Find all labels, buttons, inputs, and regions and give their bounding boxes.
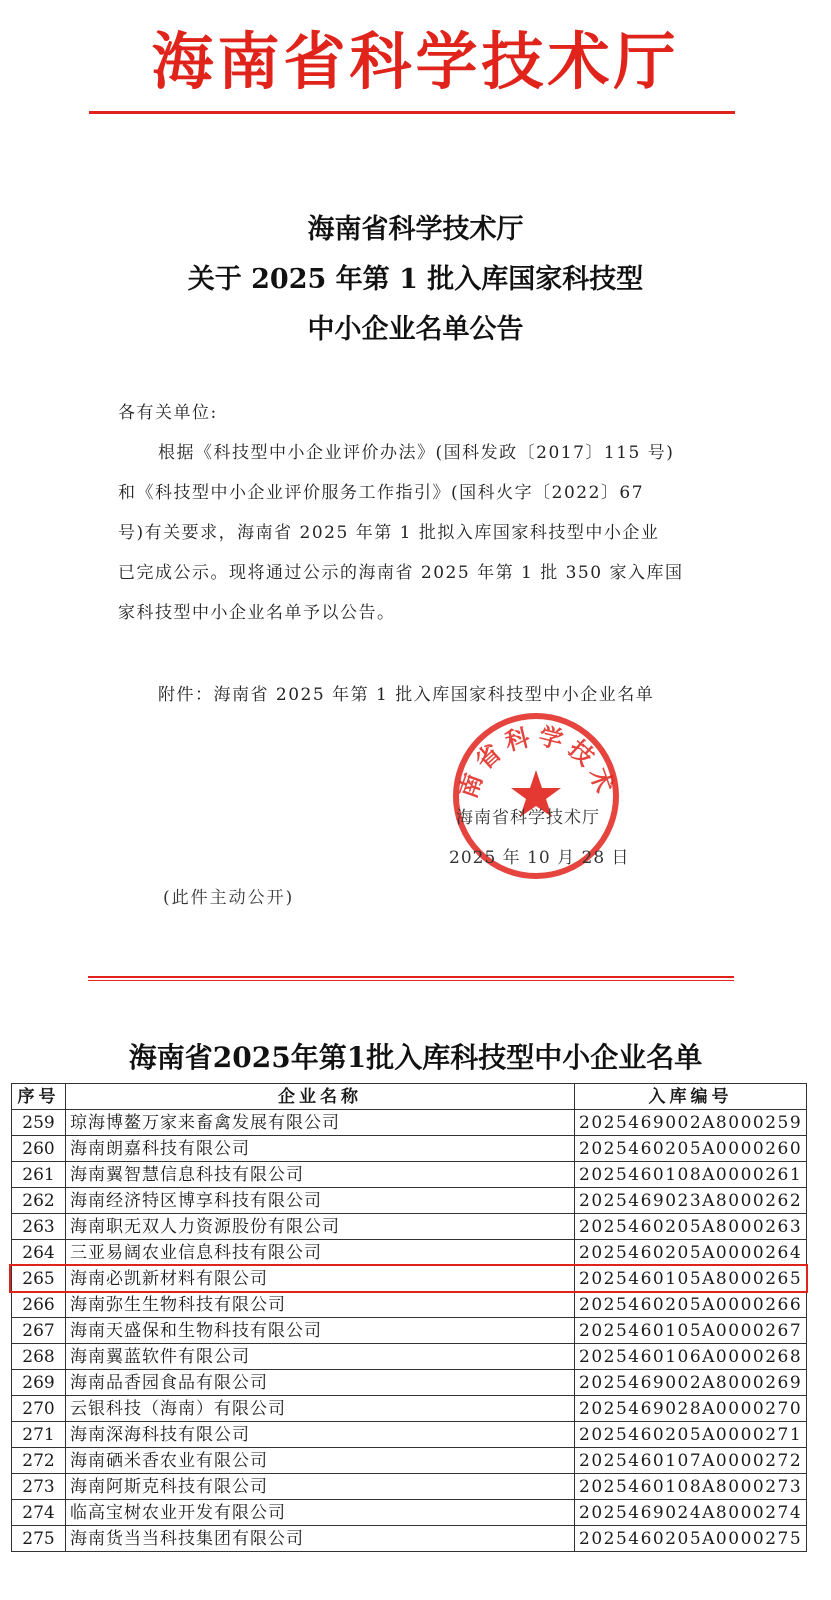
table-row	[12, 1240, 807, 1266]
row-company-name: 海南必凯新材料有限公司	[66, 1266, 575, 1292]
row-registry-code: 2025460108A0000261	[575, 1162, 807, 1188]
row-company-name: 海南硒米香农业有限公司	[66, 1448, 575, 1474]
row-registry-code: 2025460205A8000263	[575, 1214, 807, 1240]
row-company-name: 海南天盛保和生物科技有限公司	[66, 1318, 575, 1344]
row-company-name: 云银科技（海南）有限公司	[66, 1396, 575, 1422]
issue-date: 2025 年 10 月 28 日	[449, 848, 630, 868]
row-number: 272	[12, 1448, 66, 1474]
table-row	[12, 1214, 807, 1240]
list-title: 海南省2025年第1批入库科技型中小企业名单	[128, 1041, 703, 1074]
row-company-name: 临高宝树农业开发有限公司	[66, 1500, 575, 1526]
row-company-name: 海南阿斯克科技有限公司	[66, 1474, 575, 1500]
row-registry-code: 2025460105A0000267	[575, 1318, 807, 1344]
row-registry-code: 2025469023A8000262	[575, 1188, 807, 1214]
row-registry-code: 2025460205A0000275	[575, 1526, 807, 1552]
doc-title-line-1: 海南省科学技术厅	[307, 214, 524, 245]
table-row	[12, 1396, 807, 1422]
row-registry-code: 2025469024A8000274	[575, 1500, 807, 1526]
table-row	[12, 1318, 807, 1344]
row-registry-code: 2025460205A0000271	[575, 1422, 807, 1448]
table-row	[12, 1136, 807, 1162]
table-row	[12, 1110, 807, 1136]
row-number: 270	[12, 1396, 66, 1422]
row-registry-code: 2025460205A0000264	[575, 1240, 807, 1266]
table-row	[12, 1292, 807, 1318]
table-row	[12, 1422, 807, 1448]
highlight-box	[9, 1264, 808, 1293]
masthead-title: 海南省科学技术厅	[151, 25, 680, 98]
row-company-name: 琼海博鳌万家来畜禽发展有限公司	[66, 1110, 575, 1136]
row-company-name: 海南货当当科技集团有限公司	[66, 1526, 575, 1552]
row-registry-code: 2025469002A8000269	[575, 1370, 807, 1396]
row-number: 275	[12, 1526, 66, 1552]
row-company-name: 海南翼蓝软件有限公司	[66, 1344, 575, 1370]
issuer-name: 海南省科学技术厅	[456, 808, 600, 828]
row-registry-code: 2025460106A0000268	[575, 1344, 807, 1370]
row-number: 259	[12, 1110, 66, 1136]
table-row	[12, 1162, 807, 1188]
header-registry-code: 入库编号	[575, 1084, 807, 1110]
table-header-row	[12, 1084, 807, 1110]
doc-title-line-3: 中小企业名单公告	[307, 314, 524, 345]
row-company-name: 海南职无双人力资源股份有限公司	[66, 1214, 575, 1240]
row-company-name: 海南翼智慧信息科技有限公司	[66, 1162, 575, 1188]
row-registry-code: 2025460205A0000266	[575, 1292, 807, 1318]
row-company-name: 海南经济特区博享科技有限公司	[66, 1188, 575, 1214]
row-number: 265	[12, 1266, 66, 1292]
table-body	[12, 1110, 807, 1552]
row-number: 266	[12, 1292, 66, 1318]
row-number: 274	[12, 1500, 66, 1526]
row-company-name: 海南朗嘉科技有限公司	[66, 1136, 575, 1162]
header-company-name: 企业名称	[66, 1084, 575, 1110]
seal-arc-text: 南省科学技术	[453, 721, 621, 802]
row-number: 264	[12, 1240, 66, 1266]
table-row	[12, 1526, 807, 1552]
body-line-1: 根据《科技型中小企业评价办法》(国科发政〔2017〕115 号)	[158, 443, 675, 463]
row-company-name: 海南深海科技有限公司	[66, 1422, 575, 1448]
row-company-name: 三亚易阔农业信息科技有限公司	[66, 1240, 575, 1266]
disclosure-note: (此件主动公开)	[163, 888, 295, 908]
table-row	[12, 1474, 807, 1500]
footer-rule-top	[88, 976, 734, 978]
footer-rule-bottom	[88, 980, 734, 981]
row-number: 260	[12, 1136, 66, 1162]
table-row	[12, 1448, 807, 1474]
bottom-fade	[0, 1560, 831, 1600]
row-company-name: 海南弥生生物科技有限公司	[66, 1292, 575, 1318]
company-table	[11, 1083, 807, 1552]
doc-title-line-2: 关于 2025 年第 1 批入库国家科技型	[187, 264, 644, 295]
body-line-3: 号)有关要求，海南省 2025 年第 1 批拟入库国家科技型中小企业	[118, 523, 660, 543]
row-company-name: 海南品香园食品有限公司	[66, 1370, 575, 1396]
row-number: 263	[12, 1214, 66, 1240]
row-number: 271	[12, 1422, 66, 1448]
body-line-2: 和《科技型中小企业评价服务工作指引》(国科火字〔2022〕67	[118, 483, 645, 503]
header-number: 序号	[12, 1084, 66, 1110]
row-number: 269	[12, 1370, 66, 1396]
table-row	[12, 1500, 807, 1526]
table-row	[12, 1370, 807, 1396]
row-registry-code: 2025460107A0000272	[575, 1448, 807, 1474]
row-registry-code: 2025460108A8000273	[575, 1474, 807, 1500]
row-number: 261	[12, 1162, 66, 1188]
attachment-note: 附件：海南省 2025 年第 1 批入库国家科技型中小企业名单	[158, 685, 655, 705]
row-number: 273	[12, 1474, 66, 1500]
salutation: 各有关单位:	[118, 403, 218, 423]
body-line-5: 家科技型中小企业名单予以公告。	[118, 603, 396, 623]
row-number: 262	[12, 1188, 66, 1214]
row-registry-code: 2025460105A8000265	[575, 1266, 807, 1292]
row-number: 267	[12, 1318, 66, 1344]
masthead-rule	[89, 111, 735, 114]
table-row	[12, 1344, 807, 1370]
row-registry-code: 2025469028A0000270	[575, 1396, 807, 1422]
row-registry-code: 2025460205A0000260	[575, 1136, 807, 1162]
row-number: 268	[12, 1344, 66, 1370]
body-line-4: 已完成公示。现将通过公示的海南省 2025 年第 1 批 350 家入库国	[118, 563, 684, 583]
table-row	[12, 1188, 807, 1214]
row-registry-code: 2025469002A8000259	[575, 1110, 807, 1136]
